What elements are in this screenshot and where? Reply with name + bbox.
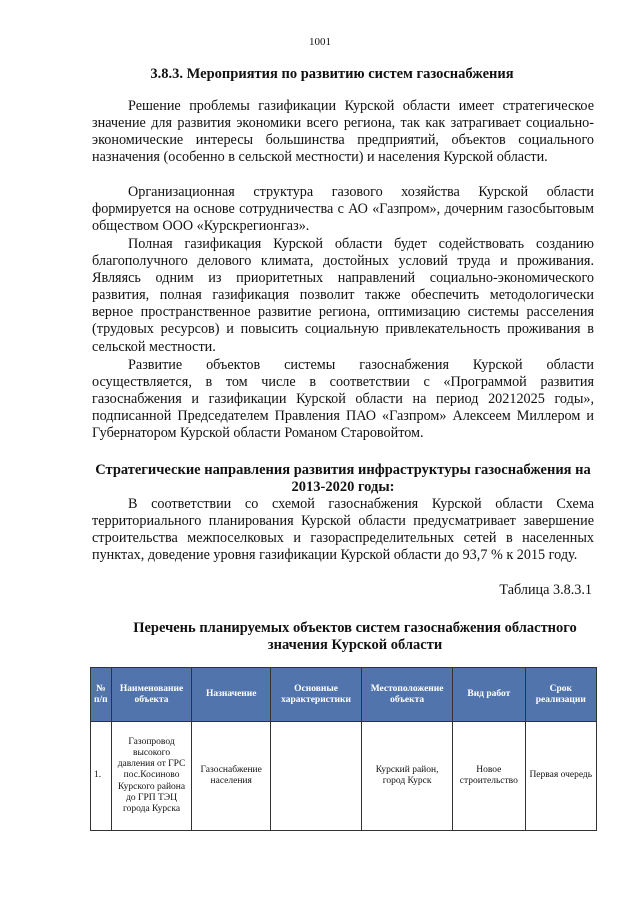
- col-header-work-type: Вид работ: [453, 668, 525, 722]
- col-header-purpose: Назначение: [192, 668, 271, 722]
- cell-location: Курский район, город Курск: [362, 722, 453, 831]
- page-number: 1001: [309, 36, 331, 48]
- table-header-row: [91, 668, 597, 722]
- col-header-location: Местоположение объекта: [362, 668, 453, 722]
- cell-number: 1.: [91, 722, 112, 831]
- table-number: Таблица 3.8.3.1: [499, 582, 592, 598]
- strategic-paragraph: В соответствии со схемой газоснабжения Курской области Схема территориального планирования Курской области предусматривает завершение строительства межпоселковых и газораспределительных сетей в населенных пунктах, доведение уровня газификации Курской области до 93,7 % к 2015 году.: [92, 496, 594, 564]
- objects-table: [90, 667, 597, 831]
- paragraph-3: Полная газификация Курской области будет содействовать созданию благополучного делового климата, достойных условий труда и проживания. Являясь одним из приоритетных направлений социально-экономического развития, полная газификация позволит также обеспечить методологически верное пространственное развитие региона, оптимизацию системы расселения (трудовых ресурсов) и повысить социальную привлекательность проживания в сельской местности.: [92, 236, 594, 355]
- paragraph-1: Решение проблемы газификации Курской области имеет стратегическое значение для развития экономики всего региона, так как затрагивает социально-экономические интересы большинства предприятий, объектов социального назначения (особенно в сельской местности) и населения Курской области.: [92, 98, 594, 166]
- paragraph-4: Развитие объектов системы газоснабжения Курской области осуществляется, в том числе в соответствии с «Программой развития газоснабжения и газификации Курской области на период 20212025 годы», подписанной Председателем Правления ПАО «Газпром» Алексеем Миллером и Губернатором Курской области Романом Старовойтом.: [92, 357, 594, 442]
- strategic-heading: Стратегические направления развития инфраструктуры газоснабжения на 2013-2020 годы:: [95, 462, 591, 495]
- col-header-term: Срок реализации: [525, 668, 596, 722]
- cell-term: Первая очередь: [525, 722, 596, 831]
- cell-work-type: Новое строительство: [453, 722, 525, 831]
- section-title: 3.8.3. Мероприятия по развитию систем газоснабжения: [150, 66, 514, 82]
- cell-characteristics: [271, 722, 362, 831]
- col-header-name: Наименование объекта: [111, 668, 192, 722]
- cell-purpose: Газоснабжение населения: [192, 722, 271, 831]
- table-title: Перечень планируемых объектов систем газоснабжения областного значения Курской области: [133, 620, 577, 653]
- col-header-characteristics: Основные характеристики: [271, 668, 362, 722]
- table-row: [91, 722, 597, 831]
- cell-name: Газопровод высокого давления от ГРС пос.Косиново Курского района до ГРП ТЭЦ города Курска: [111, 722, 192, 831]
- col-header-number: № п/п: [91, 668, 112, 722]
- paragraph-2: Организационная структура газового хозяйства Курской области формируется на основе сотрудничества с АО «Газпром», дочерним газосбытовым обществом ООО «Курскрегионгаз».: [92, 184, 594, 235]
